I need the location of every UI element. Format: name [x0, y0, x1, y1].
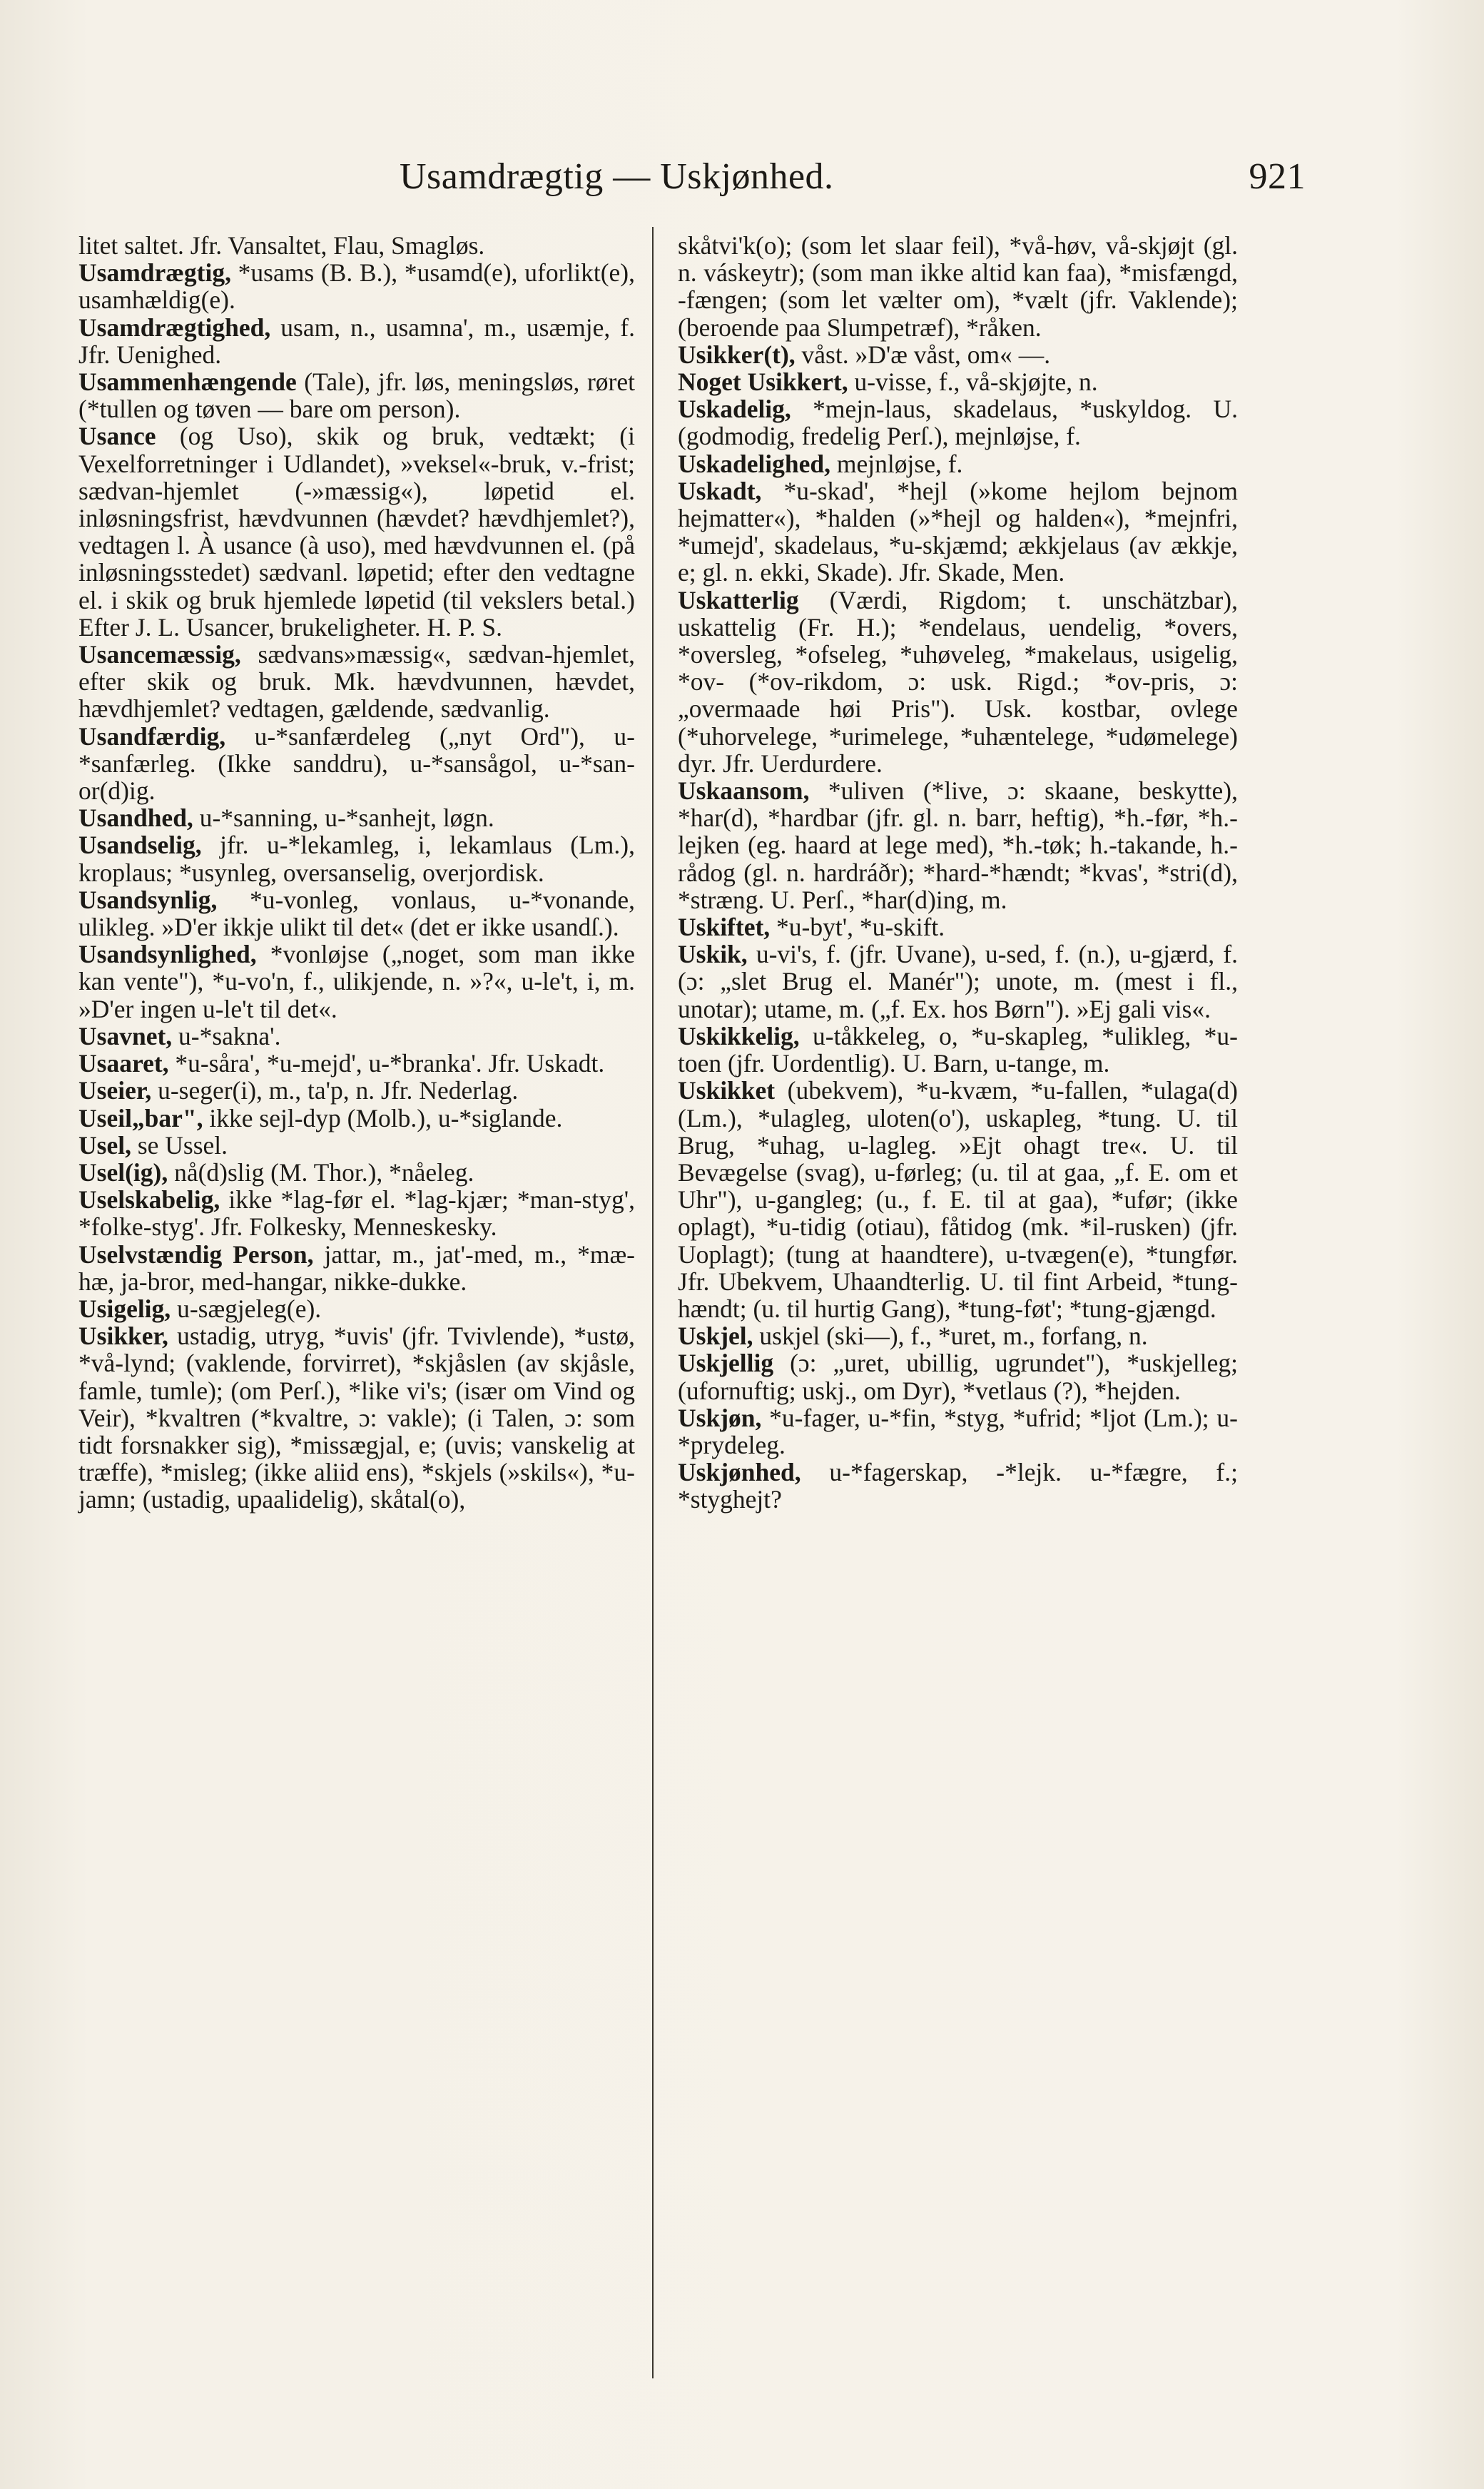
- entry-definition: u-*sanfærdeleg („nyt Ord"), u-*sanfærleg. (Ikke sanddru), u-*sansågol, u-*san-or(d)ig.: [78, 721, 635, 806]
- entry-definition: u-seger(i), m., ta'p, n. Jfr. Nederlag.: [151, 1076, 519, 1105]
- entry-definition: (ɔ: „uret, ubillig, ugrundet"), *uskjelleg; (ufornuftig; uskj., om Dyr), *vetlaus (?), *hejden.: [678, 1349, 1238, 1405]
- dictionary-entry: [678, 913, 1238, 941]
- entry-definition: jfr. u-*lekamleg, i, lekamlaus (Lm.), kroplaus; *usynleg, oversanselig, overjordisk.: [78, 831, 635, 887]
- dictionary-entry: [78, 723, 635, 805]
- entry-headword: Uskatterlig: [678, 585, 799, 614]
- dictionary-entry: [78, 1077, 635, 1104]
- entry-headword: Usandsynlig,: [78, 885, 218, 914]
- entry-headword: Usammenhængende: [78, 367, 297, 397]
- dictionary-entry: [78, 1241, 635, 1295]
- entry-headword: Usikker,: [78, 1322, 168, 1351]
- entry-definition: uskjel (ski—), f., *uret, m., forfang, n.: [753, 1322, 1148, 1351]
- entry-headword: Uskiftet,: [678, 913, 771, 942]
- dictionary-entry: [678, 1023, 1238, 1077]
- entry-definition: ustadig, utryg, *uvis' (jfr. Tvivlende), *ustø, *vå-lynd; (vaklende, forvirret), *skjåslen (av skjåsle, famle, tumle); (om Perſ.), *like vi's; (især om Vind og Veir), *kvaltren (*kvaltre, ɔ: vakle); (i Talen, ɔ: som tidt forsnakker sig), *missægjal, e; (uvis; vanskelig at træffe), *misleg; (ikke aliid ens), *skjels (»skils«), *u-jamn; (ustadig, upaalidelig), skåtal(o),: [78, 1322, 635, 1514]
- entry-headword: Uskadt,: [678, 476, 762, 505]
- column-divider: [652, 227, 654, 2378]
- entry-definition: *u-vonleg, vonlaus, u-*vonande, ulikleg. »D'er ikkje ulikt til det« (det er ikke usandſ.).: [78, 885, 635, 942]
- entry-definition: usam, n., usamna', m., usæmje, f. Jfr. Uenighed.: [78, 313, 635, 369]
- dictionary-entry: [678, 1404, 1238, 1459]
- entry-headword: Usancemæssig,: [78, 640, 241, 669]
- dictionary-entry: [78, 1023, 635, 1050]
- entry-headword: Uskjøn,: [678, 1403, 762, 1432]
- entry-headword: Uselskabelig,: [78, 1185, 220, 1215]
- dictionary-entry: [78, 422, 635, 641]
- entry-definition: våst. »D'æ våst, om« —.: [795, 340, 1051, 369]
- entry-headword: Usamdrægtighed,: [78, 313, 271, 342]
- dictionary-entry: [678, 587, 1238, 777]
- entry-definition: *uliven (*live, ɔ: skaane, beskytte), *har(d), *hardbar (jfr. gl. n. barr, heftig), *h.-før, *h.-lejken (eg. haard at lege med), *h.-tøk; h.-takande, h.-rådog (gl. n. hardráðr); *hard-*hændt; *kvas', *stri(d), *stræng. U. Perſ., *har(d)ing, m.: [678, 776, 1238, 914]
- dictionary-entry: [78, 368, 635, 422]
- entry-headword: Useil„bar",: [78, 1103, 203, 1132]
- page-number: 921: [1249, 156, 1306, 197]
- dictionary-entry: [678, 232, 1238, 341]
- entry-definition: *u-såra', *u-mejd', u-*branka'. Jfr. Uskadt.: [168, 1049, 605, 1078]
- entry-definition: (ubekvem), *u-kvæm, *u-fallen, *ulaga(d) (Lm.), *ulagleg, uloten(o'), uskapleg, *tung. U. til Brug, *uhag, u-lagleg. »Ejt ohagt tre«. U. til Bevægelse (svag), u-førleg; (u. til at gaa, „f. E. om et Uhr"), u-gangleg; (u., f. E. til at gaa), *ufør; (ikke oplagt), *u-tidig (otiau), fåtidog (mk. *il-rusken) (jfr. Uoplagt); (tung at haandtere), u-tvægen(e), *tungfør. Jfr. Ubekvem, Uhaandterlig. U. til fint Arbeid, *tung-hændt; (u. til hurtig Gang), *tung-føt'; *tung-gjængd.: [678, 1076, 1238, 1323]
- dictionary-entry: [78, 641, 635, 723]
- entry-definition: ikke sejl-dyp (Molb.), u-*siglande.: [203, 1103, 563, 1132]
- entry-definition: skåtvi'k(o); (som let slaar feil), *vå-høv, vå-skjøjt (gl. n. váskeytr); (som man ikke altid kan faa), *misfængd, -fængen; (som let vælter om), *vælt (jfr. Vaklende); (beroende paa Slumpetræf), *råken.: [678, 231, 1238, 342]
- dictionary-entry: [678, 1322, 1238, 1349]
- dictionary-entry: [678, 777, 1238, 913]
- dictionary-entry: [78, 232, 635, 259]
- entry-definition: (Værdi, Rigdom; t. unschätzbar), uskattelig (Fr. H.); *endelaus, uendelig, *overs, *oversleg, *ofseleg, *uhøveleg, *makelaus, usigelig, *ov- (*ov-rikdom, ɔ: usk. Rigd.; *ov-pris, ɔ: „overmaade høi Pris"). Usk. kostbar, ovlege (*uhorvelege, *urimelege, *uhæntelege, *udømelege) dyr. Jfr. Uerdurdere.: [678, 585, 1238, 778]
- entry-headword: Usandfærdig,: [78, 721, 226, 751]
- entry-headword: Usandselig,: [78, 831, 202, 860]
- dictionary-entry: [678, 368, 1238, 395]
- dictionary-entry: [678, 1459, 1238, 1513]
- entry-definition: u-*fagerskap, -*lejk. u-*fægre, f.; *styghejt?: [678, 1458, 1238, 1514]
- dictionary-entry: [678, 395, 1238, 450]
- entry-definition: mejnløjse, f.: [830, 449, 963, 478]
- dictionary-entry: [678, 450, 1238, 477]
- entry-headword: Usandsynlighed,: [78, 940, 257, 969]
- entry-definition: ikke *lag-før el. *lag-kjær; *man-styg', *folke-styg'. Jfr. Folkesky, Menneskesky.: [78, 1185, 635, 1242]
- entry-headword: Uskik,: [678, 940, 748, 969]
- entry-definition: u-vi's, f. (jfr. Uvane), u-sed, f. (n.), u-gjærd, f. (ɔ: „slet Brug el. Manér"); unote, m. (mest i fl., unotar); utame, m. („f. Ex. hos Børn"). »Ej gali vis«.: [678, 940, 1238, 1023]
- entry-headword: Usamdrægtig,: [78, 258, 231, 288]
- entry-definition: sædvans»mæssig«, sædvan-hjemlet, efter skik og bruk. Mk. hævdvunnen, hævdet, hævdhjemlet? vedtagen, gældende, sædvanlig.: [78, 640, 635, 724]
- dictionary-entry: [78, 1295, 635, 1322]
- entry-headword: Usandhed,: [78, 804, 193, 833]
- dictionary-entry: [678, 341, 1238, 368]
- entry-headword: Uskikkelig,: [678, 1021, 800, 1050]
- entry-headword: Usavnet,: [78, 1021, 173, 1050]
- entry-headword: Uskjellig: [678, 1349, 774, 1378]
- entry-definition: u-visse, f., vå-skjøjte, n.: [848, 367, 1098, 397]
- entry-headword: Usel,: [78, 1130, 131, 1160]
- entry-definition: litet saltet. Jfr. Vansaltet, Flau, Smagløs.: [78, 231, 485, 260]
- entry-definition: *u-byt', *u-skift.: [770, 913, 945, 942]
- entry-headword: Uskikket: [678, 1076, 776, 1105]
- entry-headword: Usel(ig),: [78, 1157, 168, 1187]
- dictionary-entry: [78, 1186, 635, 1240]
- running-header: [400, 156, 1306, 206]
- dictionary-entry: [678, 1349, 1238, 1404]
- dictionary-entry: [78, 886, 635, 941]
- entry-definition: *u-skad', *hejl (»kome hejlom bejnom hejmatter«), *halden (»*hejl og halden«), *mejnfri, *umejd', skadelaus, *u-skjæmd; ækkjelaus (av ækkje, e; gl. n. ekki, Skade). Jfr. Skade, Men.: [678, 476, 1238, 587]
- entry-definition: u-tåkkeleg, o, *u-skapleg, *ulikleg, *u-toen (jfr. Uordentlig). U. Barn, u-tange, m.: [678, 1021, 1238, 1078]
- entry-definition: se Ussel.: [131, 1130, 228, 1160]
- entry-headword: Uskaansom,: [678, 776, 810, 806]
- entry-definition: jattar, m., jat'-med, m., *mæ-hæ, ja-bror, med-hangar, nikke-dukke.: [78, 1240, 636, 1296]
- entry-headword: Usance: [78, 422, 156, 451]
- dictionary-entry: [78, 259, 635, 313]
- dictionary-entry: [78, 1159, 635, 1186]
- entry-headword: Uselvstændig Person,: [78, 1240, 314, 1269]
- entry-headword: Uskadelig,: [678, 395, 791, 424]
- dictionary-entry: [678, 941, 1238, 1023]
- dictionary-entry: [78, 1050, 635, 1077]
- page-title: Usamdrægtig — Uskjønhed.: [400, 156, 834, 197]
- entry-headword: Usikker(t),: [678, 340, 796, 369]
- entry-headword: Uskadelighed,: [678, 449, 831, 478]
- dictionary-entry: [78, 1132, 635, 1159]
- entry-definition: u-*sanning, u-*sanhejt, løgn.: [193, 804, 494, 833]
- entry-headword: Usigelig,: [78, 1294, 171, 1323]
- entry-definition: (og Uso), skik og bruk, vedtækt; (i Vexelforretninger i Udlandet), »veksel«-bruk, v.-frist; sædvan-hjemlet (-»mæssig«), løpetid el. inløsningsfrist, hævdvunnen (hævdet? hævdhjemlet?), vedtagen l. À usance (à uso), med hævdvunnen el. (på inløsningsstedet) sædvanl. løpetid; efter den vedtagne el. i skik og bruk hjemlede løpetid (til vekslers betal.) Efter J. L. Usancer, brukeligheter. H. P. S.: [78, 422, 635, 642]
- entry-headword: Useier,: [78, 1076, 152, 1105]
- entry-headword: Uskjønhed,: [678, 1458, 801, 1487]
- entry-definition: *usams (B. B.), *usamd(e), uforlikt(e), usamhældig(e).: [78, 258, 635, 315]
- entry-definition: u-sægjeleg(e).: [171, 1294, 322, 1323]
- dictionary-entry: [78, 1105, 635, 1132]
- dictionary-entry: [78, 831, 635, 886]
- entry-headword: Noget Usikkert,: [678, 367, 848, 397]
- entry-definition: nå(d)slig (M. Thor.), *nåeleg.: [168, 1157, 474, 1187]
- dictionary-entry: [78, 314, 635, 368]
- entry-definition: *mejn-laus, skadelaus, *uskyldog. U. (godmodig, fredelig Perſ.), mejnløjse, f.: [678, 395, 1238, 451]
- left-column: [78, 232, 635, 1514]
- entry-definition: (Tale), jfr. løs, meningsløs, røret (*tullen og tøven — bare om person).: [78, 367, 635, 424]
- entry-headword: Usaaret,: [78, 1049, 169, 1078]
- dictionary-entry: [78, 941, 635, 1023]
- right-column: [678, 232, 1238, 1514]
- entry-definition: u-*sakna'.: [172, 1021, 281, 1050]
- entry-headword: Uskjel,: [678, 1322, 753, 1351]
- dictionary-entry: [78, 1322, 635, 1513]
- dictionary-entry: [78, 804, 635, 831]
- entry-definition: *vonløjse („noget, som man ikke kan vente"), *u-vo'n, f., ulikjende, n. »?«, u-le't, i, m. »D'er ingen u-le't til det«.: [78, 940, 635, 1023]
- dictionary-entry: [678, 477, 1238, 587]
- entry-definition: *u-fager, u-*fin, *styg, *ufrid; *ljot (Lm.); u-*prydeleg.: [678, 1403, 1238, 1459]
- dictionary-entry: [678, 1077, 1238, 1322]
